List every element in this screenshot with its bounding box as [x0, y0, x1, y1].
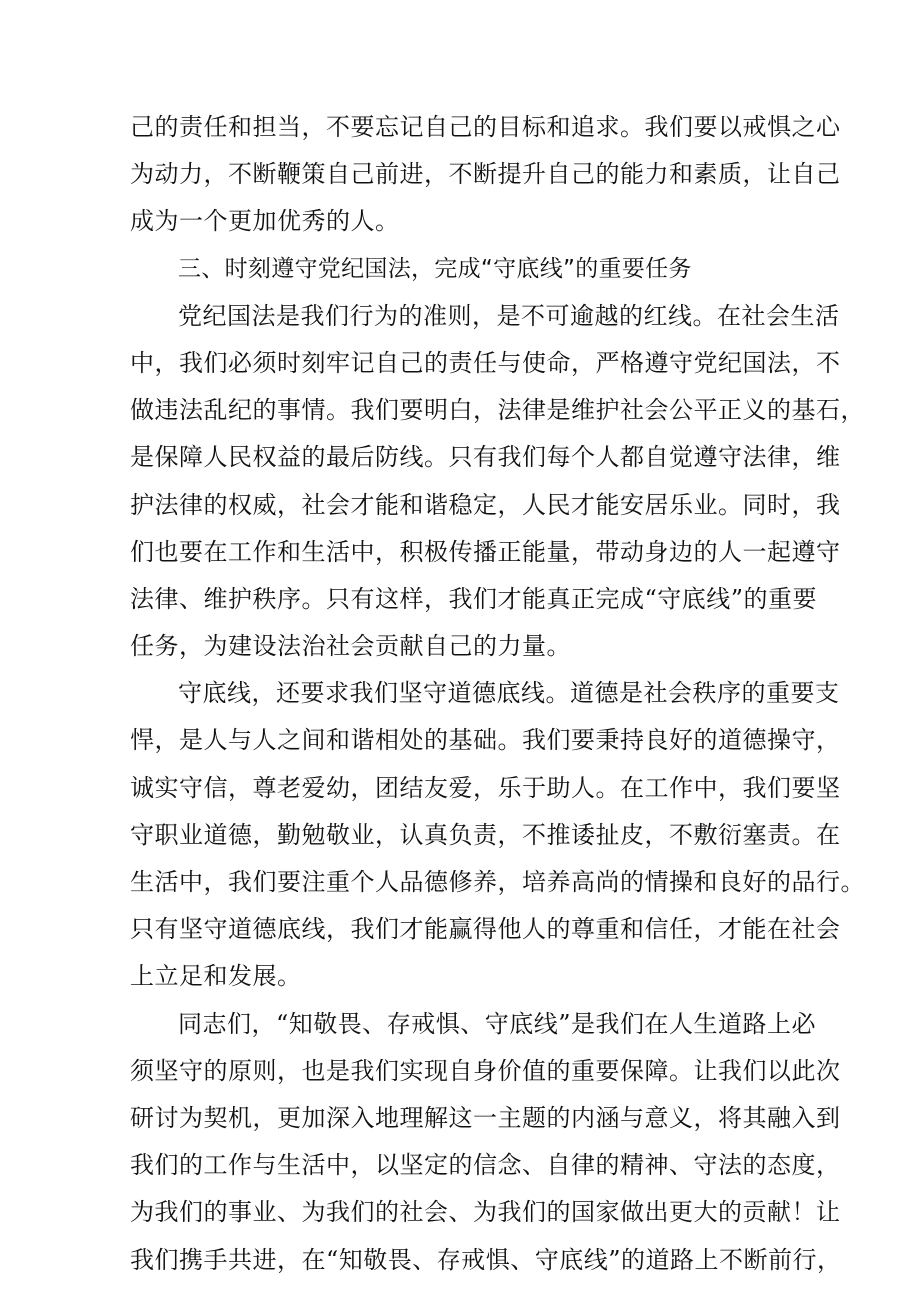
paragraph-conclusion [130, 1001, 842, 1284]
text-line: 悍，是人与人之间和谐相处的基础。我们要秉持良好的道德操守， [130, 726, 841, 755]
text-line: 守职业道德，勤勉敬业，认真负责，不推诿扯皮，不敷衍塞责。在 [130, 820, 841, 849]
text-line: 做违法乱纪的事情。我们要明白，法律是维护社会公平正义的基石， [130, 396, 865, 425]
text-line: 们也要在工作和生活中，积极传播正能量，带动身边的人一起遵守 [130, 537, 841, 566]
text-line: 为动力，不断鞭策自己前进，不断提升自己的能力和素质，让自己 [130, 160, 841, 189]
text-line: 是保障人民权益的最后防线。只有我们每个人都自觉遵守法律，维 [130, 443, 841, 472]
paragraph-morality [130, 670, 865, 1000]
text-line: 上立足和发展。 [130, 962, 302, 991]
text-line: 研讨为契机，更加深入地理解这一主题的内涵与意义，将其融入到 [130, 1103, 841, 1132]
text-line: 只有坚守道德底线，我们才能赢得他人的尊重和信任，才能在社会 [130, 915, 841, 944]
document-body [130, 104, 865, 1284]
text-line: 为我们的事业、为我们的社会、为我们的国家做出更大的贡献！让 [130, 1198, 841, 1227]
text-line: 须坚守的原则，也是我们实现自身价值的重要保障。让我们以此次 [130, 1056, 841, 1085]
text-line: 守底线，还要求我们坚守道德底线。道德是社会秩序的重要支 [178, 679, 840, 708]
text-line: 护法律的权威，社会才能和谐稳定，人民才能安居乐业。同时，我 [130, 490, 841, 519]
text-line: 法律、维护秩序。只有这样，我们才能真正完成“守底线”的重要 [130, 584, 818, 613]
section-heading: 三、时刻遵守党纪国法，完成“守底线”的重要任务 [178, 255, 692, 282]
text-line: 我们携手共进，在“知敬畏、存戒惧、守底线”的道路上不断前行， [130, 1245, 842, 1274]
text-line: 中，我们必须时刻牢记自己的责任与使命，严格遵守党纪国法，不 [130, 348, 841, 377]
text-line: 己的责任和担当，不要忘记自己的目标和追求。我们要以戒惧之心 [130, 113, 841, 141]
paragraph-continued [130, 104, 841, 246]
text-line: 任务，为建设法治社会贡献自己的力量。 [130, 632, 571, 661]
text-line: 党纪国法是我们行为的准则，是不可逾越的红线。在社会生活 [178, 301, 840, 330]
paragraph-law [130, 293, 865, 671]
text-line: 生活中，我们要注重个人品德修养，培养高尚的情操和良好的品行。 [130, 868, 865, 896]
text-line: 诚实守信，尊老爱幼，团结友爱，乐于助人。在工作中，我们要坚 [130, 773, 841, 802]
text-line: 同志们，“知敬畏、存戒惧、守底线”是我们在人生道路上必 [178, 1009, 817, 1038]
text-line: 成为一个更加优秀的人。 [130, 207, 400, 236]
text-line: 我们的工作与生活中，以坚定的信念、自律的精神、守法的态度， [130, 1151, 841, 1180]
